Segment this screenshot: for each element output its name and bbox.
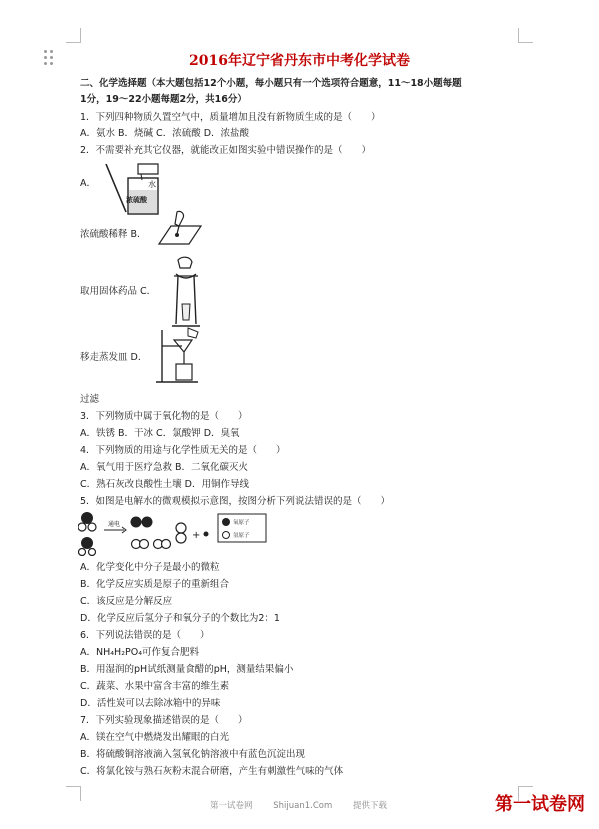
q3-stem: 3．下列物质中属于氧化物的是（ ）: [80, 411, 248, 422]
q5-stem: 5．如图是电解水的微观模拟示意图，按图分析下列说法错误的是（ ）: [80, 496, 391, 507]
q2-c-label: 取用固体药品 C．: [80, 286, 157, 297]
fig-water-label: 水: [148, 180, 156, 189]
q7-option-c: C．将氯化铵与熟石灰粉末混合研磨，产生有刺激性气味的气体: [80, 766, 344, 777]
q1-options: A．氨水 B．烧碱 C．浓硫酸 D．浓盐酸: [80, 128, 250, 139]
q7-option-b: B．将硫酸铜溶液滴入氢氧化钠溶液中有蓝色沉淀出现: [80, 749, 306, 760]
solid-reagent-figure-icon: [155, 208, 205, 246]
q6-option-b: B．用湿润的pH试纸测量食醋的pH，测量结果偏小: [80, 664, 294, 675]
fig-acid-label: 浓硫酸: [126, 196, 147, 204]
q2-end-label: 过滤: [80, 394, 100, 405]
section-heading-line1: 二、化学选择题（本大题包括12个小题，每小题只有一个选项符合题意，11～18小题每题: [80, 78, 462, 89]
q7-stem: 7．下列实验现象描述错误的是（ ）: [80, 715, 248, 726]
q5-option-a: A．化学变化中分子是最小的微粒: [80, 562, 220, 573]
footer-site-name: 第一试卷网: [210, 801, 253, 811]
q5-option-d: D．化学反应后氢分子和氧分子的个数比为2：1: [80, 613, 280, 624]
q7-option-a: A．镁在空气中燃烧发出耀眼的白光: [80, 732, 229, 743]
q6-stem: 6．下列说法错误的是（ ）: [80, 630, 210, 641]
q6-option-a: A．NH₄H₂PO₄可作复合肥料: [80, 647, 200, 658]
brand-watermark: 第一试卷网: [495, 794, 585, 815]
q1-stem: 1．下列四种物质久置空气中，质量增加且没有新物质生成的是（ ）: [80, 112, 381, 123]
q5-option-b: B．化学反应实质是原子的重新组合: [80, 579, 230, 590]
crop-mark-bottom-left: [66, 786, 81, 801]
legend-oxygen-label: 氧原子: [233, 520, 250, 526]
crop-mark-top-right: [518, 28, 533, 43]
electrolysis-figure-icon: [78, 510, 268, 556]
q2-b-label: 浓硫酸稀释 B．: [80, 229, 147, 240]
section-heading-line2: 1分，19～22小题每题2分，共16分）: [80, 94, 247, 105]
q4-option-cd: C．熟石灰改良酸性土壤 D．用铜作导线: [80, 479, 249, 490]
q3-options: A．铁锈 B．干冰 C．氯酸钾 D．臭氧: [80, 428, 240, 439]
filtration-figure-icon: [152, 326, 204, 384]
footer-download-note: 提供下载: [352, 801, 387, 811]
q6-option-c: C．蔬菜、水果中富含丰富的维生素: [80, 681, 230, 692]
evaporating-dish-figure-icon: [168, 254, 204, 330]
q2-stem: 2．不需要补充其它仪器，就能改正如图实验中错误操作的是（ ）: [80, 145, 372, 156]
q4-stem: 4．下列物质的用途与化学性质无关的是（ ）: [80, 445, 286, 456]
q4-option-ab: A．氧气用于医疗急救 B．二氧化碳灭火: [80, 462, 249, 473]
q5-option-c: C．该反应是分解反应: [80, 596, 173, 607]
footer-site-url: Shijuan1.Com: [273, 801, 333, 811]
svg-text:+: +: [192, 530, 201, 541]
q2-a-label: A．: [80, 178, 96, 189]
page-title: 2016年辽宁省丹东市中考化学试卷: [189, 53, 410, 69]
q2-d-label: 移走蒸发皿 D．: [80, 352, 148, 363]
fig-electrolysis-label: 通电: [108, 521, 121, 528]
page-footer: [210, 799, 405, 811]
crop-mark-top-left: [66, 28, 81, 43]
legend-hydrogen-label: 氢原子: [233, 533, 250, 539]
q6-option-d: D．活性炭可以去除冰箱中的异味: [80, 698, 221, 709]
